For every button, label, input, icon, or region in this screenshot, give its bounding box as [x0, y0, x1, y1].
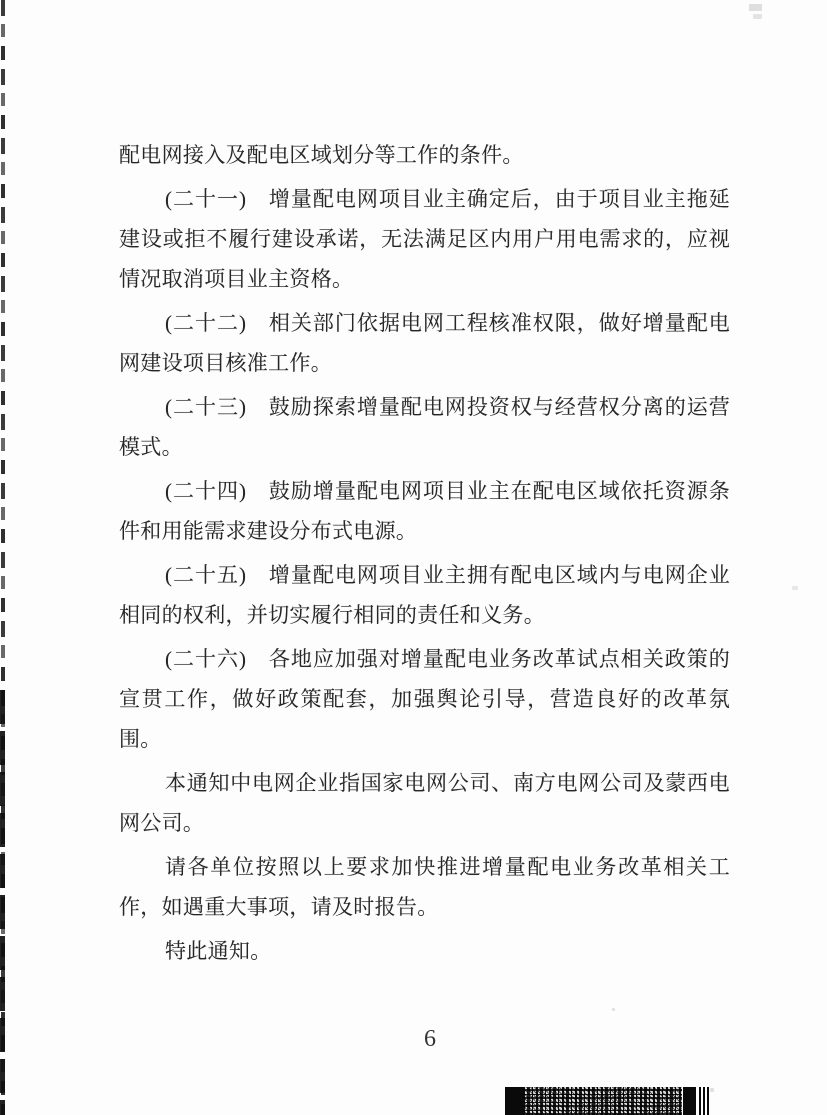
scan-speck — [792, 586, 798, 590]
scan-speck — [710, 1088, 714, 1092]
paragraph-request: 请各单位按照以上要求加快推进增量配电业务改革相关工作，如遇重大事项，请及时报告。 — [119, 855, 730, 919]
paragraph-grid-definition: 本通知中电网企业指国家电网公司、南方电网公司及蒙西电网公司。 — [119, 771, 730, 835]
document-body — [119, 135, 730, 975]
barcode-left-bar — [505, 1087, 523, 1115]
paragraph-item-26: (二十六) 各地应加强对增量配电业务改革试点相关政策的宣贯工作，做好政策配套，加强舆论引导，营造良好的改革氛围。 — [119, 647, 730, 751]
barcode-stop-lines — [699, 1087, 709, 1115]
scan-speck — [612, 1008, 615, 1011]
barcode-image — [505, 1087, 709, 1115]
paragraph-item-22: (二十二) 相关部门依据电网工程核准权限，做好增量配电网建设项目核准工作。 — [119, 311, 730, 375]
paragraph-item-24: (二十四) 鼓励增量配电网项目业主在配电区域依托资源条件和用能需求建设分布式电源。 — [119, 479, 730, 543]
paragraph-item-23: (二十三) 鼓励探索增量配电网投资权与经营权分离的运营模式。 — [119, 395, 730, 459]
barcode-right-bar — [683, 1087, 696, 1115]
scan-edge-line-bottom — [0, 690, 5, 1115]
paragraph-item-25: (二十五) 增量配电网项目业主拥有配电区域内与电网企业相同的权利，并切实履行相同的责任和义务。 — [119, 563, 730, 627]
scan-speck — [749, 4, 762, 11]
paragraph-intro-continuation: 配电网接入及配电区域划分等工作的条件。 — [119, 143, 524, 167]
barcode-data-region — [523, 1087, 682, 1115]
paragraph-closing: 特此通知。 — [165, 939, 272, 963]
page-number: 6 — [424, 1026, 436, 1052]
scan-speck — [753, 14, 762, 19]
paragraph-item-21: (二十一) 增量配电网项目业主确定后，由于项目业主拖延建设或拒不履行建设承诺，无法满足区内用户用电需求的，应视情况取消项目业主资格。 — [119, 187, 730, 291]
